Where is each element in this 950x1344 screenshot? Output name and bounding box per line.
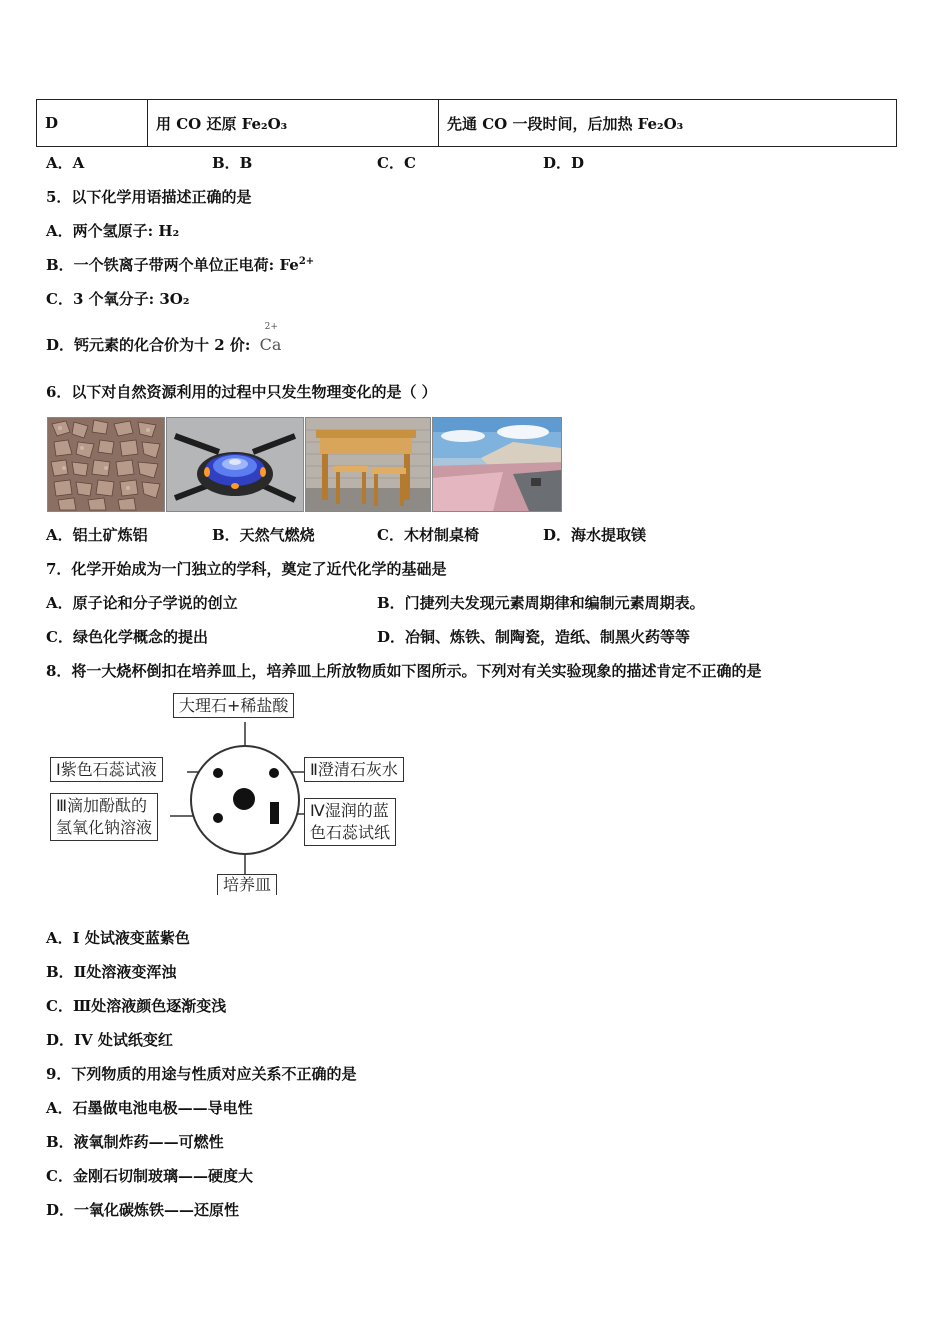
- desk-chairs-image: [305, 417, 431, 512]
- q5-option-a: A．两个氢原子: H₂: [46, 222, 180, 240]
- q9-stem: 9．下列物质的用途与性质对应关系不正确的是: [46, 1065, 357, 1083]
- label-litmus-paper-line2: 色石蕊试纸: [310, 823, 391, 842]
- q4-option-a: A．A: [46, 154, 85, 172]
- q9-option-c: C．金刚石切制玻璃——硬度大: [46, 1167, 253, 1185]
- charge-superscript: 2+: [298, 256, 315, 267]
- q9-option-d: D．一氧化碳炼铁——还原性: [46, 1201, 240, 1219]
- q7-option-d: D．冶铜、炼铁、制陶瓷，造纸、制黑火药等等: [377, 628, 691, 646]
- q5-option-d-text: D．钙元素的化合价为十 2 价:: [46, 336, 251, 354]
- seawater-image: [432, 417, 562, 512]
- table-row: [37, 100, 897, 147]
- q7-option-c: C．绿色化学概念的提出: [46, 628, 208, 646]
- label-limewater: Ⅱ澄清石灰水: [304, 757, 404, 782]
- q5-option-d: [46, 322, 282, 355]
- label-petri-dish: 培养皿: [217, 874, 277, 895]
- q4-option-c: C．C: [377, 154, 416, 172]
- table-cell-method: 用 CO 还原 Fe₂O₃: [148, 100, 439, 147]
- q5-option-c: C．3 个氧分子: 3O₂: [46, 290, 190, 308]
- q5-option-b: [46, 254, 314, 275]
- q8-stem: 8．将一大烧杯倒扣在培养皿上，培养皿上所放物质如下图所示。下列对有关实验现象的描述肯定不正确的是: [46, 662, 762, 680]
- q7-stem: 7．化学开始成为一门独立的学科，奠定了近代化学的基础是: [46, 560, 447, 578]
- label-litmus-paper-line1: Ⅳ湿润的蓝: [310, 801, 389, 820]
- q6-option-b: B．天然气燃烧: [212, 526, 315, 544]
- bauxite-image: [47, 417, 165, 512]
- q4-option-b: B．B: [212, 154, 253, 172]
- q9-option-a: A．石墨做电池电极——导电性: [46, 1099, 253, 1117]
- q5-stem: 5．以下化学用语描述正确的是: [46, 188, 252, 206]
- q6-stem: 6．以下对自然资源利用的过程中只发生物理变化的是（ ）: [46, 383, 437, 401]
- table-cell-option: D: [37, 100, 148, 147]
- label-litmus-solution: Ⅰ紫色石蕊试液: [50, 757, 163, 782]
- q8-option-c: C．Ⅲ处溶液颜色逐渐变浅: [46, 997, 227, 1015]
- q4-option-d: D．D: [543, 154, 585, 172]
- q6-option-a: A．铝土矿炼铝: [46, 526, 148, 544]
- valence-superscript: 2+: [264, 322, 278, 332]
- label-phenolphthalein-naoh: [50, 793, 158, 841]
- gas-stove-image: [166, 417, 304, 512]
- calcium-symbol: Ca: [259, 335, 282, 354]
- label-phenolphthalein-line2: 氢氧化钠溶液: [56, 818, 153, 837]
- q7-option-a: A．原子论和分子学说的创立: [46, 594, 238, 612]
- label-marble-acid: 大理石+稀盐酸: [173, 693, 294, 718]
- label-phenolphthalein-line1: Ⅲ滴加酚酞的: [56, 796, 148, 815]
- q8-option-b: B．Ⅱ处溶液变浑浊: [46, 963, 177, 981]
- petri-dish-diagram: [46, 690, 426, 900]
- q9-option-b: B．液氧制炸药——可燃性: [46, 1133, 224, 1151]
- q7-option-b: B．门捷列夫发现元素周期律和编制元素周期表。: [377, 594, 705, 612]
- q8-option-d: D．IV 处试纸变红: [46, 1031, 173, 1049]
- q6-option-d: D．海水提取镁: [543, 526, 647, 544]
- q6-option-c: C．木材制桌椅: [377, 526, 479, 544]
- q8-option-a: A．I 处试液变蓝紫色: [46, 929, 190, 947]
- label-litmus-paper: [304, 798, 396, 846]
- q5-option-b-text: B．一个铁离子带两个单位正电荷: Fe: [46, 256, 299, 274]
- table-cell-procedure: 先通 CO 一段时间，后加热 Fe₂O₃: [439, 100, 897, 147]
- answer-table: [36, 99, 897, 147]
